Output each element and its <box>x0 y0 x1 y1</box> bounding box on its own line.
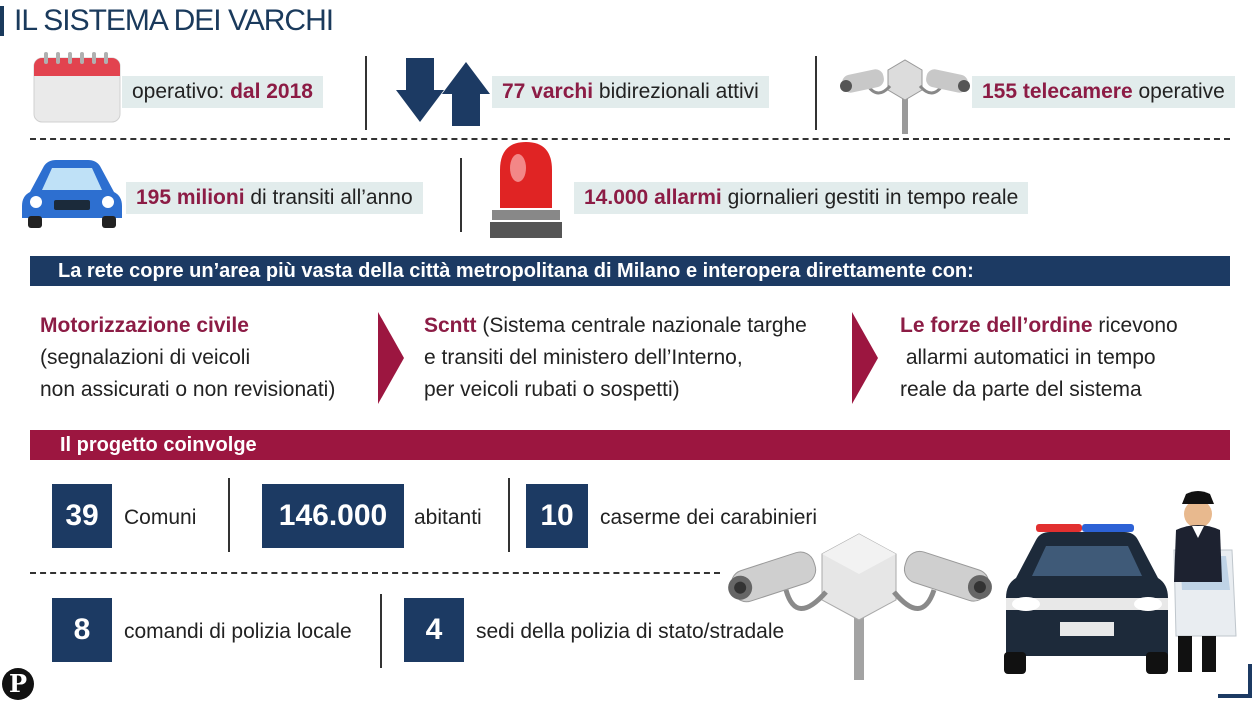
chevron-right-icon <box>378 312 404 404</box>
stat-telecamere <box>972 76 1235 108</box>
stat-text: operative <box>1132 80 1225 103</box>
entity-line1 <box>900 310 1178 342</box>
stat-highlight: 77 varchi <box>502 80 594 103</box>
entity-text: ricevono <box>1092 314 1178 337</box>
entity-title: Scntt <box>424 314 477 337</box>
stat-highlight: 155 telecamere <box>982 80 1133 103</box>
number-box: 39 <box>52 484 112 548</box>
divider <box>380 594 382 668</box>
stat-text: di transiti all’anno <box>244 186 413 209</box>
divider <box>365 56 367 130</box>
network-banner <box>30 256 1230 286</box>
entity-line3: per veicoli rubati o sospetti) <box>424 378 680 401</box>
entity-text: (Sistema centrale nazionale targhe <box>476 314 807 337</box>
entity-line2: (segnalazioni di veicoli <box>40 346 251 369</box>
publisher-logo-icon: P <box>2 668 34 700</box>
stat-highlight: dal 2018 <box>230 80 313 103</box>
police-car-officer-icon <box>996 486 1240 676</box>
entity-line1 <box>40 310 335 342</box>
divider <box>228 478 230 552</box>
dashed-separator <box>30 572 720 574</box>
entity-line3: non assicurati o non revisionati) <box>40 378 336 401</box>
number-box: 146.000 <box>262 484 404 548</box>
entity-line2: allarmi automatici in tempo <box>900 346 1156 369</box>
number-box: 10 <box>526 484 588 548</box>
number-box: 8 <box>52 598 112 662</box>
cctv-camera-icon <box>838 56 972 134</box>
entity-line3: reale da parte del sistema <box>900 378 1142 401</box>
stat-highlight: 14.000 allarmi <box>584 186 722 209</box>
stat-text: giornalieri gestiti in tempo reale <box>721 186 1019 209</box>
number-label: comandi di polizia locale <box>124 620 352 643</box>
network-banner-text: La rete copre un’area più vasta della città metropolitana di Milano e interopera direttamente con: <box>58 260 974 282</box>
entity-forze-ordine <box>900 310 1178 406</box>
entity-line1 <box>424 310 807 342</box>
dashed-separator <box>30 138 1230 140</box>
car-icon <box>20 158 124 230</box>
title-accent-bar <box>0 6 4 36</box>
entity-title: Le forze dell’ordine <box>900 314 1093 337</box>
page-title: IL SISTEMA DEI VARCHI <box>14 4 334 37</box>
divider <box>815 56 817 130</box>
divider <box>460 158 462 232</box>
project-banner-text: Il progetto coinvolge <box>60 434 257 456</box>
stat-varchi <box>492 76 769 108</box>
siren-alarm-icon <box>490 138 562 238</box>
divider <box>508 478 510 552</box>
stat-operativo <box>122 76 323 108</box>
stat-transiti <box>126 182 423 214</box>
number-label: sedi della polizia di stato/stradale <box>476 620 785 643</box>
number-label: Comuni <box>124 506 197 529</box>
stat-text: operativo: <box>132 80 231 103</box>
stat-text: bidirezionali attivi <box>593 80 759 103</box>
project-banner <box>30 430 1230 460</box>
bidirectional-arrows-icon <box>396 58 492 126</box>
entity-line2: e transiti del ministero dell’Interno, <box>424 346 743 369</box>
stat-allarmi <box>574 182 1028 214</box>
entity-scntt <box>424 310 807 406</box>
corner-mark <box>1218 664 1252 698</box>
number-label: caserme dei carabinieri <box>600 506 818 529</box>
entity-motorizzazione <box>40 310 335 406</box>
calendar-icon <box>32 52 122 124</box>
number-box: 4 <box>404 598 464 662</box>
cctv-camera-illustration-icon <box>726 530 996 680</box>
entity-title: Motorizzazione civile <box>40 314 249 337</box>
chevron-right-icon <box>852 312 878 404</box>
number-label: abitanti <box>414 506 482 529</box>
stat-highlight: 195 milioni <box>136 186 245 209</box>
